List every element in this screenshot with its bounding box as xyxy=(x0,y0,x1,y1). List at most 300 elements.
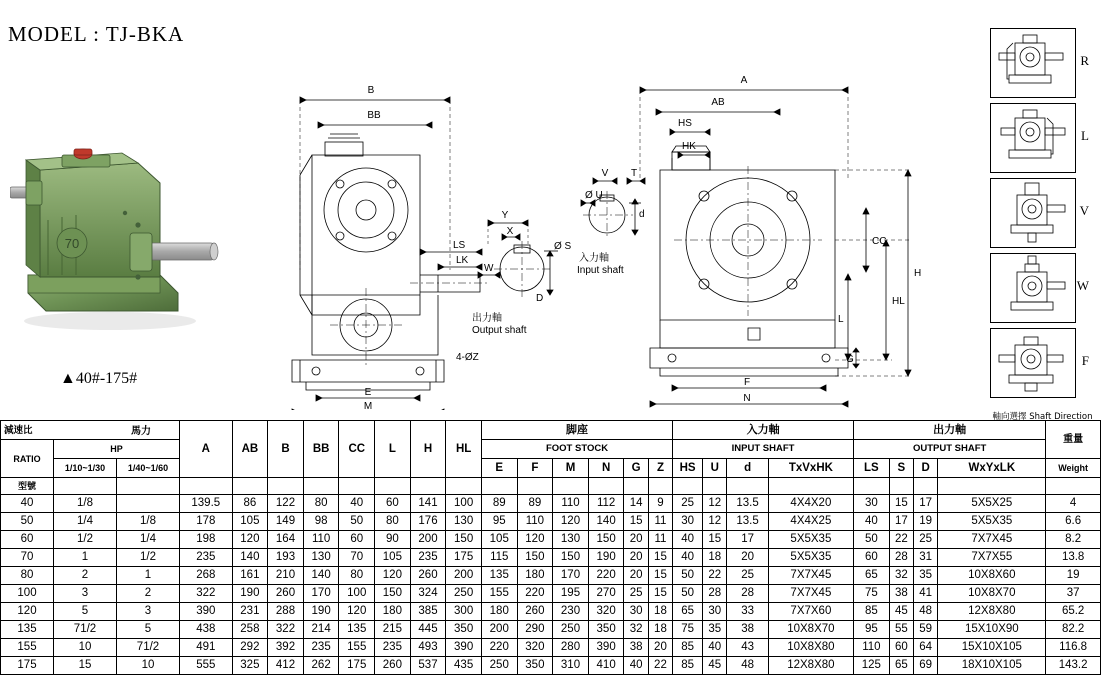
dim-label-HS: HS xyxy=(678,118,692,129)
dim-label-HL: HL xyxy=(892,296,905,307)
dim-label-HK: HK xyxy=(682,141,696,152)
hp-en-label: HP xyxy=(54,440,180,459)
header-spacer-cell xyxy=(410,478,446,495)
table-header-row-1 xyxy=(1,421,1101,440)
cell-Z: 11 xyxy=(648,513,672,531)
cell-LS: 50 xyxy=(854,531,890,549)
cell-G: 20 xyxy=(624,531,648,549)
cell-BB: 140 xyxy=(303,567,339,585)
cell-M: 170 xyxy=(553,567,589,585)
cell-hp1: 15 xyxy=(54,657,117,675)
table-row xyxy=(1,657,1101,675)
header-spacer-cell xyxy=(375,478,411,495)
cell-hp2: 71/2 xyxy=(117,639,180,657)
shaft-option-l[interactable] xyxy=(990,103,1089,173)
cell-L: 180 xyxy=(375,603,411,621)
cell-E: 155 xyxy=(481,585,517,603)
cell-M: 150 xyxy=(553,549,589,567)
cell-hp1: 2 xyxy=(54,567,117,585)
cell-WYLK: 15X10X105 xyxy=(938,639,1046,657)
cell-hp1: 10 xyxy=(54,639,117,657)
hp-col1-header: 1/10~1/30 xyxy=(54,459,117,478)
cell-AB: 292 xyxy=(232,639,268,657)
cell-d: 28 xyxy=(727,585,768,603)
ratio-en-label xyxy=(1,440,54,478)
col-AB: AB xyxy=(232,421,268,478)
cell-LS: 30 xyxy=(854,495,890,513)
cell-AB: 190 xyxy=(232,585,268,603)
cell-LS: 75 xyxy=(854,585,890,603)
cell-H: 141 xyxy=(410,495,446,513)
cell-W: 8.2 xyxy=(1046,531,1101,549)
cell-CC: 40 xyxy=(339,495,375,513)
cell-A: 235 xyxy=(180,549,233,567)
cell-Z: 22 xyxy=(648,657,672,675)
cell-S: 28 xyxy=(889,549,913,567)
cell-WYLK: 7X7X55 xyxy=(938,549,1046,567)
spec-table-wrap xyxy=(0,420,1101,675)
cell-model: 80 xyxy=(1,567,54,585)
cell-model: 135 xyxy=(1,621,54,639)
cell-A: 322 xyxy=(180,585,233,603)
cell-A: 139.5 xyxy=(180,495,233,513)
dim-label-H: H xyxy=(914,268,922,279)
cell-S: 60 xyxy=(889,639,913,657)
cell-N: 410 xyxy=(588,657,624,675)
dim-label-F: F xyxy=(743,377,751,388)
cell-TVHK: 7X7X45 xyxy=(768,567,853,585)
cell-HS: 50 xyxy=(673,585,703,603)
cell-hp1: 1/2 xyxy=(54,531,117,549)
cell-AB: 86 xyxy=(232,495,268,513)
spec-table-body xyxy=(1,495,1101,675)
cell-d: 43 xyxy=(727,639,768,657)
cell-BB: 98 xyxy=(303,513,339,531)
header-spacer-cell xyxy=(268,478,304,495)
cell-F: 290 xyxy=(517,621,553,639)
cell-M: 110 xyxy=(553,495,589,513)
hp-col2-header: 1/40~1/60 xyxy=(117,459,180,478)
cell-hp2: 1/4 xyxy=(117,531,180,549)
table-header-row-2 xyxy=(1,440,1101,459)
cell-N: 150 xyxy=(588,531,624,549)
dim-label-B: B xyxy=(367,85,375,96)
cell-S: 65 xyxy=(889,657,913,675)
cell-HL: 300 xyxy=(446,603,482,621)
header-spacer-cell xyxy=(303,478,339,495)
cell-d: 33 xyxy=(727,603,768,621)
cell-D: 48 xyxy=(914,603,938,621)
cell-TVHK: 4X4X25 xyxy=(768,513,853,531)
cell-L: 60 xyxy=(375,495,411,513)
group-input-shaft-en: INPUT SHAFT xyxy=(673,440,854,459)
table-row xyxy=(1,621,1101,639)
cell-B: 149 xyxy=(268,513,304,531)
cell-HS: 30 xyxy=(673,513,703,531)
col-TxVxHK: TxVxHK xyxy=(768,459,853,478)
cell-F: 180 xyxy=(517,567,553,585)
shaft-letter-v: V xyxy=(1079,203,1089,218)
cell-M: 310 xyxy=(553,657,589,675)
header-spacer-cell xyxy=(768,478,853,495)
cell-TVHK: 10X8X70 xyxy=(768,621,853,639)
cell-L: 215 xyxy=(375,621,411,639)
cell-WYLK: 12X8X80 xyxy=(938,603,1046,621)
col-HS: HS xyxy=(673,459,703,478)
cell-BB: 190 xyxy=(303,603,339,621)
cell-D: 35 xyxy=(914,567,938,585)
header-spacer-cell xyxy=(481,478,517,495)
cell-BB: 170 xyxy=(303,585,339,603)
output-shaft-caption-en: Output shaft xyxy=(472,325,527,336)
cell-HS: 25 xyxy=(673,495,703,513)
cell-L: 90 xyxy=(375,531,411,549)
shaft-option-f[interactable] xyxy=(990,328,1089,398)
shaft-letter-l: L xyxy=(1081,128,1089,143)
group-foot-stock-en: FOOT STOCK xyxy=(481,440,672,459)
cell-U: 28 xyxy=(703,585,727,603)
table-header-row-4 xyxy=(1,478,1101,495)
cell-d: 13.5 xyxy=(727,513,768,531)
col-F: F xyxy=(517,459,553,478)
cell-G: 15 xyxy=(624,513,648,531)
table-row xyxy=(1,585,1101,603)
cell-W: 37 xyxy=(1046,585,1101,603)
cell-G: 30 xyxy=(624,603,648,621)
model-label xyxy=(1,478,54,495)
cell-N: 320 xyxy=(588,603,624,621)
cell-hp2: 5 xyxy=(117,621,180,639)
cell-W: 143.2 xyxy=(1046,657,1101,675)
header-spacer-cell xyxy=(938,478,1046,495)
cell-H: 537 xyxy=(410,657,446,675)
col-WxYxLK: WxYxLK xyxy=(938,459,1046,478)
cell-W: 13.8 xyxy=(1046,549,1101,567)
col-B: B xyxy=(268,421,304,478)
cell-CC: 100 xyxy=(339,585,375,603)
dim-label-X: X xyxy=(506,226,514,237)
cell-TVHK: 4X4X20 xyxy=(768,495,853,513)
cell-Z: 15 xyxy=(648,549,672,567)
shaft-letter-w: W xyxy=(1076,278,1089,293)
col-BB: BB xyxy=(303,421,339,478)
cell-hp1: 71/2 xyxy=(54,621,117,639)
cell-F: 110 xyxy=(517,513,553,531)
col-A: A xyxy=(180,421,233,478)
cell-HS: 40 xyxy=(673,549,703,567)
cell-E: 250 xyxy=(481,657,517,675)
header-spacer-cell xyxy=(517,478,553,495)
cell-M: 130 xyxy=(553,531,589,549)
cell-AB: 161 xyxy=(232,567,268,585)
cell-WYLK: 18X10X105 xyxy=(938,657,1046,675)
header-spacer-cell xyxy=(648,478,672,495)
cell-N: 390 xyxy=(588,639,624,657)
cell-hp2: 1/2 xyxy=(117,549,180,567)
header-spacer-cell xyxy=(446,478,482,495)
cell-U: 40 xyxy=(703,639,727,657)
cell-WYLK: 5X5X35 xyxy=(938,513,1046,531)
header-spacer-cell xyxy=(914,478,938,495)
shaft-letter-r: R xyxy=(1080,53,1089,68)
cell-AB: 325 xyxy=(232,657,268,675)
cell-B: 322 xyxy=(268,621,304,639)
cell-d: 48 xyxy=(727,657,768,675)
cell-CC: 135 xyxy=(339,621,375,639)
group-output-shaft-cjk: 出力軸 xyxy=(854,421,1046,440)
cell-B: 288 xyxy=(268,603,304,621)
cell-D: 59 xyxy=(914,621,938,639)
product-photo xyxy=(10,125,240,335)
cell-hp1: 5 xyxy=(54,603,117,621)
cell-G: 14 xyxy=(624,495,648,513)
cell-LS: 65 xyxy=(854,567,890,585)
cell-A: 198 xyxy=(180,531,233,549)
ratio-label-cjk: 減速比 xyxy=(4,425,33,436)
header-spacer-cell xyxy=(588,478,624,495)
cell-D: 19 xyxy=(914,513,938,531)
page-title: MODEL : TJ-BKA xyxy=(8,22,185,46)
cell-U: 30 xyxy=(703,603,727,621)
dim-label-M: M xyxy=(363,401,373,410)
table-row xyxy=(1,531,1101,549)
dim-label-AB: AB xyxy=(711,97,725,108)
cell-L: 80 xyxy=(375,513,411,531)
cell-W: 19 xyxy=(1046,567,1101,585)
cell-U: 18 xyxy=(703,549,727,567)
photo-badge-number: 70 xyxy=(64,236,80,251)
cell-G: 32 xyxy=(624,621,648,639)
cell-S: 15 xyxy=(889,495,913,513)
dim-label-W: W xyxy=(484,263,494,274)
cell-W: 4 xyxy=(1046,495,1101,513)
cell-B: 210 xyxy=(268,567,304,585)
cell-L: 105 xyxy=(375,549,411,567)
cell-hp1: 3 xyxy=(54,585,117,603)
cell-TVHK: 7X7X60 xyxy=(768,603,853,621)
cell-B: 193 xyxy=(268,549,304,567)
shaft-option-w[interactable] xyxy=(990,253,1089,323)
cell-S: 22 xyxy=(889,531,913,549)
cell-U: 35 xyxy=(703,621,727,639)
table-row xyxy=(1,567,1101,585)
cell-HL: 100 xyxy=(446,495,482,513)
cell-model: 100 xyxy=(1,585,54,603)
cell-Z: 9 xyxy=(648,495,672,513)
cell-D: 25 xyxy=(914,531,938,549)
cell-H: 176 xyxy=(410,513,446,531)
cell-U: 22 xyxy=(703,567,727,585)
cell-U: 15 xyxy=(703,531,727,549)
cell-A: 178 xyxy=(180,513,233,531)
ratio-en-text: RATIO xyxy=(13,453,41,464)
cell-AB: 140 xyxy=(232,549,268,567)
cell-CC: 120 xyxy=(339,603,375,621)
shaft-option-v[interactable] xyxy=(990,178,1089,248)
cell-F: 350 xyxy=(517,657,553,675)
shaft-option-r[interactable] xyxy=(990,28,1089,98)
dim-label-E: E xyxy=(364,387,372,398)
group-weight-cjk: 重量 xyxy=(1046,421,1101,459)
cell-W: 65.2 xyxy=(1046,603,1101,621)
cell-HS: 50 xyxy=(673,567,703,585)
cell-G: 20 xyxy=(624,567,648,585)
cell-N: 350 xyxy=(588,621,624,639)
weight-unit-header xyxy=(1046,459,1101,478)
cell-D: 17 xyxy=(914,495,938,513)
cell-N: 112 xyxy=(588,495,624,513)
cell-AB: 105 xyxy=(232,513,268,531)
cell-L: 150 xyxy=(375,585,411,603)
dim-label-G: G xyxy=(846,354,854,365)
cell-HS: 40 xyxy=(673,531,703,549)
cell-model: 60 xyxy=(1,531,54,549)
cell-F: 120 xyxy=(517,531,553,549)
cell-B: 260 xyxy=(268,585,304,603)
cell-TVHK: 5X5X35 xyxy=(768,549,853,567)
model-cjk-text: 型號 xyxy=(17,481,36,491)
cell-CC: 175 xyxy=(339,657,375,675)
cell-HL: 435 xyxy=(446,657,482,675)
col-S: S xyxy=(889,459,913,478)
cell-CC: 155 xyxy=(339,639,375,657)
col-LS: LS xyxy=(854,459,890,478)
dim-label-A: A xyxy=(740,75,748,86)
cell-d: 13.5 xyxy=(727,495,768,513)
cell-WYLK: 10X8X70 xyxy=(938,585,1046,603)
cell-HL: 390 xyxy=(446,639,482,657)
cell-model: 155 xyxy=(1,639,54,657)
cell-L: 120 xyxy=(375,567,411,585)
cell-LS: 60 xyxy=(854,549,890,567)
header-spacer-cell xyxy=(553,478,589,495)
table-row xyxy=(1,639,1101,657)
cell-HS: 75 xyxy=(673,621,703,639)
col-M: M xyxy=(553,459,589,478)
cell-model: 70 xyxy=(1,549,54,567)
cell-LS: 110 xyxy=(854,639,890,657)
cell-H: 445 xyxy=(410,621,446,639)
col-G: G xyxy=(624,459,648,478)
cell-U: 12 xyxy=(703,495,727,513)
cell-S: 17 xyxy=(889,513,913,531)
dim-label-L: L xyxy=(838,314,844,325)
cell-E: 180 xyxy=(481,603,517,621)
dim-label-LS: LS xyxy=(453,240,466,251)
col-CC: CC xyxy=(339,421,375,478)
cell-TVHK: 12X8X80 xyxy=(768,657,853,675)
cell-model: 120 xyxy=(1,603,54,621)
cell-HS: 85 xyxy=(673,657,703,675)
shaft-letter-f: F xyxy=(1081,353,1089,368)
cell-hp2: 2 xyxy=(117,585,180,603)
cell-W: 116.8 xyxy=(1046,639,1101,657)
cell-F: 320 xyxy=(517,639,553,657)
cell-HL: 130 xyxy=(446,513,482,531)
header-spacer-cell xyxy=(889,478,913,495)
side-view-drawing xyxy=(620,60,960,420)
cell-B: 122 xyxy=(268,495,304,513)
cell-S: 45 xyxy=(889,603,913,621)
dim-label-BB: BB xyxy=(367,110,381,121)
cell-BB: 214 xyxy=(303,621,339,639)
cell-F: 260 xyxy=(517,603,553,621)
cell-U: 12 xyxy=(703,513,727,531)
cell-WYLK: 5X5X25 xyxy=(938,495,1046,513)
cell-hp2 xyxy=(117,495,180,513)
cell-B: 392 xyxy=(268,639,304,657)
cell-D: 31 xyxy=(914,549,938,567)
photo-caption: ▲40#-175# xyxy=(60,370,138,387)
cell-G: 20 xyxy=(624,549,648,567)
cell-TVHK: 5X5X35 xyxy=(768,531,853,549)
cell-S: 55 xyxy=(889,621,913,639)
cell-HL: 175 xyxy=(446,549,482,567)
table-row xyxy=(1,495,1101,513)
cell-hp1: 1/4 xyxy=(54,513,117,531)
header-spacer-cell xyxy=(673,478,703,495)
cell-Z: 18 xyxy=(648,603,672,621)
cell-F: 89 xyxy=(517,495,553,513)
cell-S: 38 xyxy=(889,585,913,603)
col-U: U xyxy=(703,459,727,478)
cell-d: 17 xyxy=(727,531,768,549)
hp-label-cjk: 馬力 xyxy=(131,426,151,437)
cell-E: 95 xyxy=(481,513,517,531)
input-shaft-caption-cjk: 入力軸 xyxy=(579,253,609,264)
cell-d: 25 xyxy=(727,567,768,585)
dim-label-N: N xyxy=(743,393,751,404)
dim-label-V: V xyxy=(601,168,609,179)
cell-LS: 95 xyxy=(854,621,890,639)
cell-AB: 258 xyxy=(232,621,268,639)
cell-A: 555 xyxy=(180,657,233,675)
cell-N: 190 xyxy=(588,549,624,567)
cell-CC: 70 xyxy=(339,549,375,567)
cell-L: 260 xyxy=(375,657,411,675)
cell-E: 105 xyxy=(481,531,517,549)
cell-N: 270 xyxy=(588,585,624,603)
cell-hp2: 1/8 xyxy=(117,513,180,531)
group-input-shaft-cjk: 入力軸 xyxy=(673,421,854,440)
cell-W: 6.6 xyxy=(1046,513,1101,531)
output-shaft-caption-cjk: 出力軸 xyxy=(472,313,502,324)
cell-model: 40 xyxy=(1,495,54,513)
header-spacer-cell xyxy=(854,478,890,495)
col-L: L xyxy=(375,421,411,478)
col-D: D xyxy=(914,459,938,478)
cell-G: 38 xyxy=(624,639,648,657)
dim-label-CC: CC xyxy=(872,236,887,247)
cell-TVHK: 10X8X80 xyxy=(768,639,853,657)
cell-A: 438 xyxy=(180,621,233,639)
shaft-direction-panel xyxy=(990,28,1093,422)
cell-H: 235 xyxy=(410,549,446,567)
cell-hp1: 1/8 xyxy=(54,495,117,513)
cell-HL: 200 xyxy=(446,567,482,585)
cell-HS: 85 xyxy=(673,639,703,657)
cell-W: 82.2 xyxy=(1046,621,1101,639)
header-spacer-cell xyxy=(727,478,768,495)
cell-Z: 15 xyxy=(648,567,672,585)
header-spacer-cell xyxy=(1046,478,1101,495)
cell-Z: 20 xyxy=(648,639,672,657)
cell-A: 390 xyxy=(180,603,233,621)
cell-H: 324 xyxy=(410,585,446,603)
cell-d: 38 xyxy=(727,621,768,639)
group-foot-stock-cjk: 脚座 xyxy=(481,421,672,440)
cell-U: 45 xyxy=(703,657,727,675)
